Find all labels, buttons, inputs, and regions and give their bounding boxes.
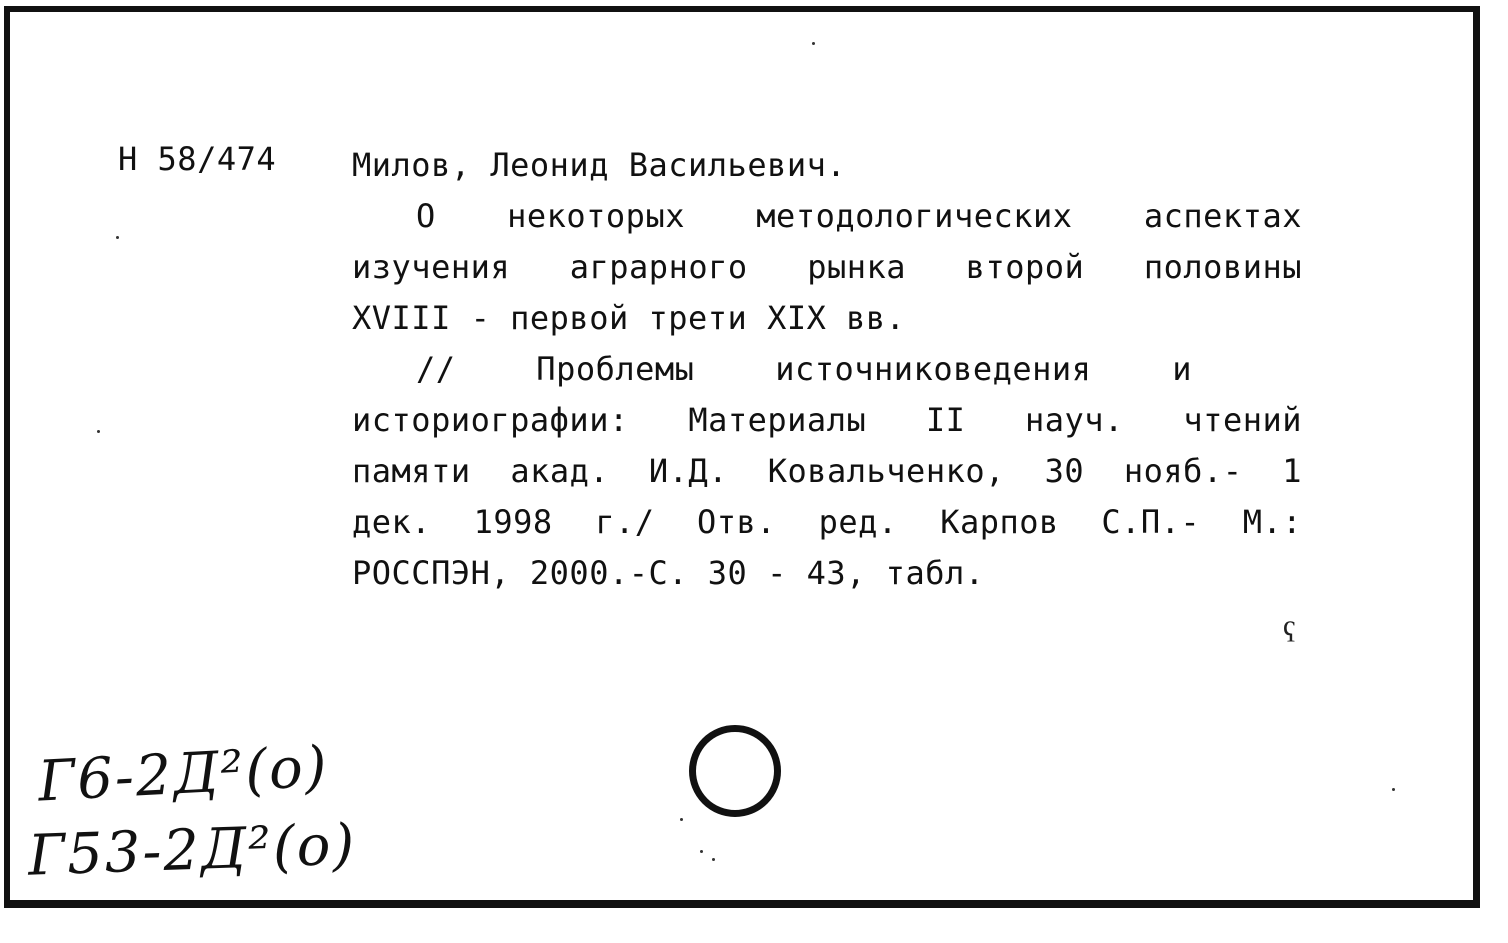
scan-speck [680, 818, 683, 821]
source-line-4: дек. 1998 г./ Отв. ред. Карпов С.П.- М.: [352, 503, 1302, 541]
bibliographic-entry [352, 140, 1302, 599]
corner-mark: ҁ [1283, 608, 1297, 643]
scan-speck [812, 42, 815, 45]
source-line-5: РОССПЭН, 2000.-С. 30 - 43, табл. [352, 554, 985, 592]
source-line-2: историографии: Материалы II науч. чтений [352, 401, 1302, 439]
source-line-3: памяти акад. И.Д. Ковальченко, 30 нояб.- 1 [352, 452, 1302, 490]
handwritten-classification-2: Г53-2Д²(о) [26, 812, 358, 889]
scan-speck [712, 858, 715, 861]
scan-speck [116, 236, 119, 239]
title-line-2: изучения аграрного рынка второй половины [352, 248, 1302, 286]
punch-hole-circle [689, 725, 781, 817]
author-line: Милов, Леонид Васильевич. [352, 146, 847, 184]
scan-speck [97, 430, 100, 433]
scan-speck [700, 850, 703, 853]
title-line-1: О некоторых методологических аспектах [416, 197, 1302, 235]
source-line-1: // Проблемы источниковедения и [416, 350, 1192, 388]
shelf-mark: Н 58/474 [118, 140, 277, 178]
scan-speck [1392, 788, 1395, 791]
handwritten-classification-1: Г6-2Д²(о) [36, 734, 331, 815]
title-line-3: XVIII - первой трети XIX вв. [352, 299, 906, 337]
